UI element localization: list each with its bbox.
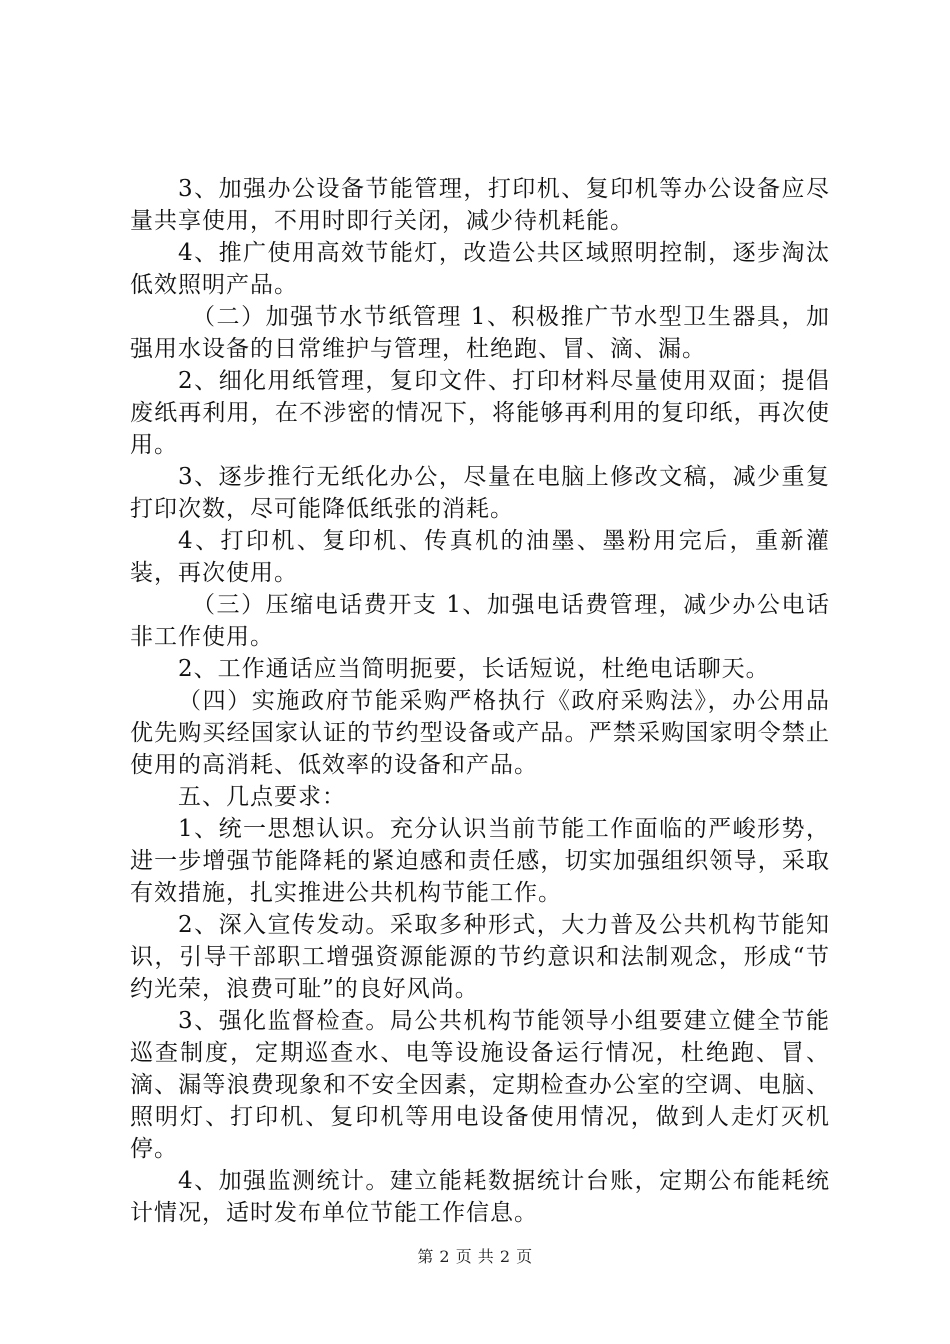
paragraph-publicity: 2、深入宣传发动。采取多种形式，大力普及公共机构节能知识，引导干部职工增强资源能源的节约意识和法制观念，形成“节约光荣，浪费可耻”的良好风尚。: [130, 912, 830, 1002]
paragraph-office-equipment: 3、加强办公设备节能管理，打印机、复印机等办公设备应尽量共享使用，不用时即行关闭，减少待机耗能。: [130, 176, 830, 234]
document-body: [130, 173, 830, 1229]
page-number-footer: 第 2 页 共 2 页: [417, 1247, 533, 1266]
section-heading-requirements: 五、几点要求：: [178, 784, 346, 810]
paragraph-ink-refill: 4、打印机、复印机、传真机的油墨、墨粉用完后，重新灌装，再次使用。: [130, 528, 830, 586]
paragraph-water-paper-heading: （二）加强节水节纸管理 1、积极推广节水型卫生器具，加强用水设备的日常维护与管理，杜绝跑、冒、滴、漏。: [130, 304, 830, 362]
paragraph-lighting: 4、推广使用高效节能灯，改造公共区域照明控制，逐步淘汰低效照明产品。: [130, 240, 830, 298]
paragraph-monitoring: 4、加强监测统计。建立能耗数据统计台账，定期公布能耗统计情况，适时发布单位节能工作信息。: [130, 1168, 830, 1226]
paragraph-paper-use: 2、细化用纸管理，复印文件、打印材料尽量使用双面；提倡废纸再利用，在不涉密的情况下，将能够再利用的复印纸，再次使用。: [130, 368, 830, 458]
paragraph-phone-heading: （三）压缩电话费开支 1、加强电话费管理，减少办公电话非工作使用。: [130, 592, 830, 650]
paragraph-procurement: （四）实施政府节能采购严格执行《政府采购法》，办公用品优先购买经国家认证的节约型设备或产品。严禁采购国家明令禁止使用的高消耗、低效率的设备和产品。: [130, 688, 830, 778]
paragraph-unify-thinking: 1、统一思想认识。充分认识当前节能工作面临的严峻形势，进一步增强节能降耗的紧迫感和责任感，切实加强组织领导，采取有效措施，扎实推进公共机构节能工作。: [130, 816, 830, 906]
paragraph-paperless-office: 3、逐步推行无纸化办公，尽量在电脑上修改文稿，减少重复打印次数，尽可能降低纸张的消耗。: [130, 464, 830, 522]
paragraph-supervision: 3、强化监督检查。局公共机构节能领导小组要建立健全节能巡查制度，定期巡查水、电等设施设备运行情况，杜绝跑、冒、滴、漏等浪费现象和不安全因素，定期检查办公室的空调、电脑、照明灯、打印机、复印机等用电设备使用情况，做到人走灯灭机停。: [130, 1008, 830, 1162]
paragraph-phone-calls: 2、工作通话应当简明扼要，长话短说，杜绝电话聊天。: [178, 656, 770, 682]
